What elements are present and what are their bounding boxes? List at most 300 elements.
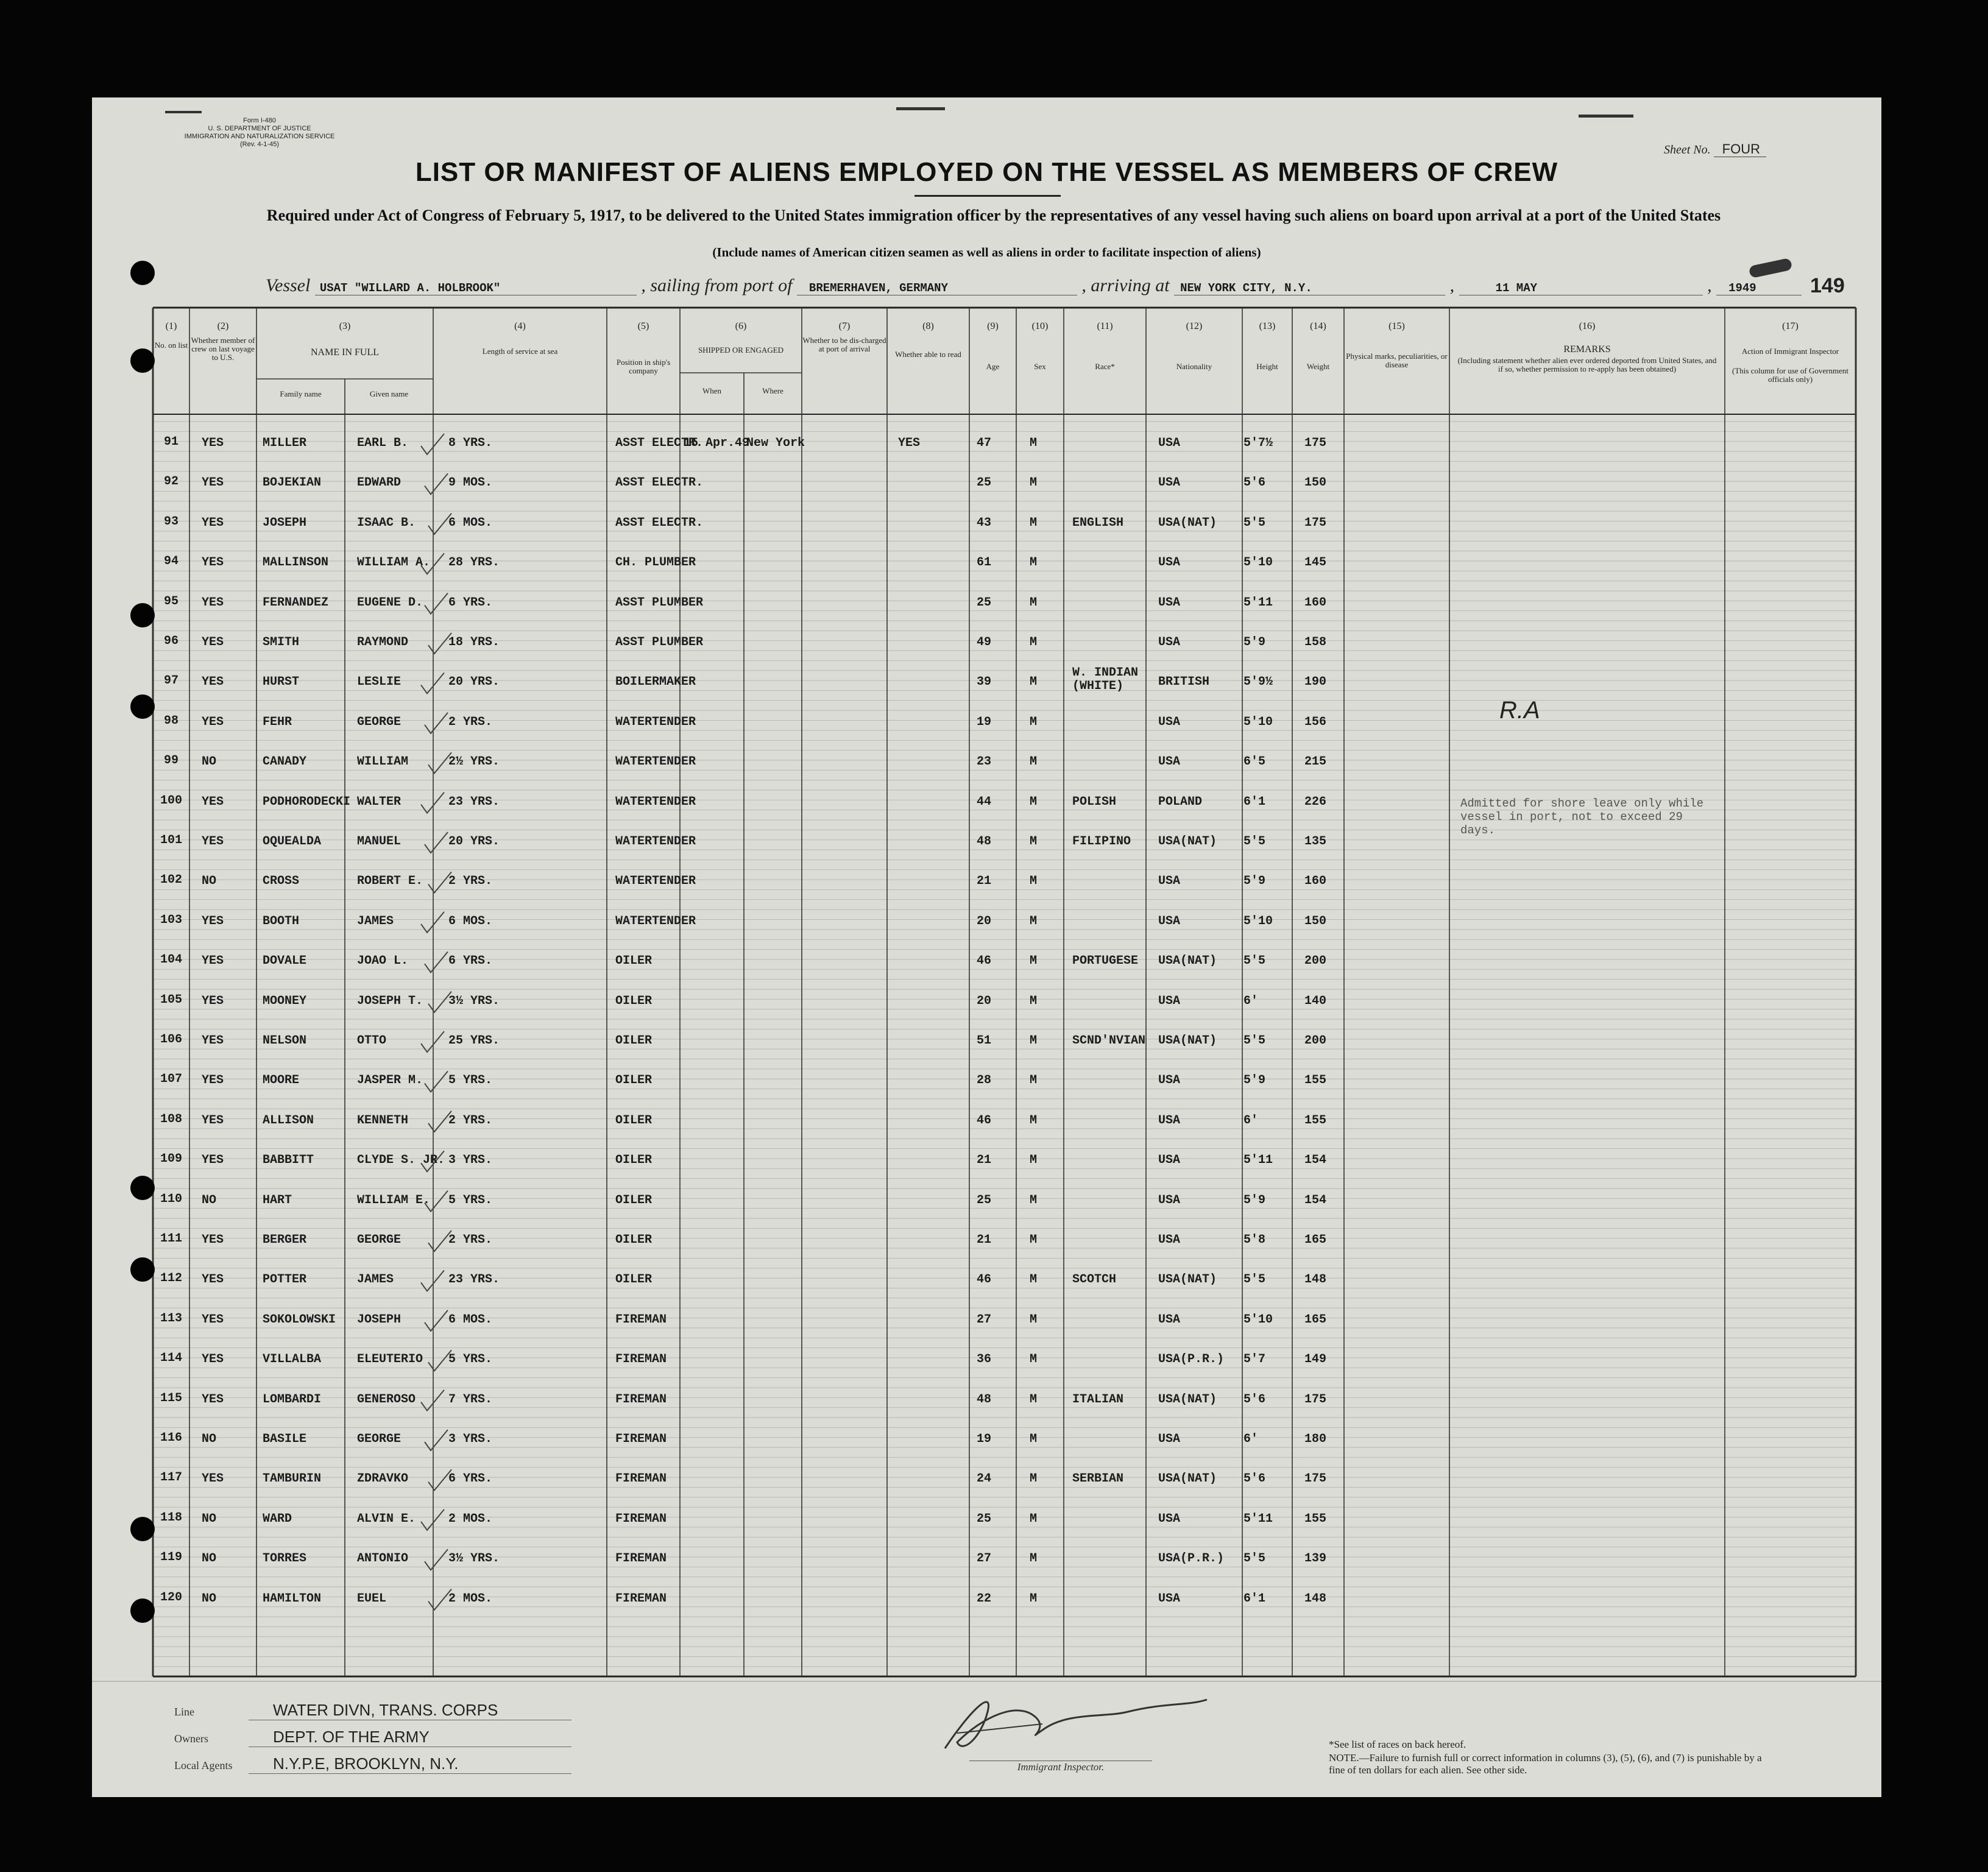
- position-cell: ASST ELECTR.: [615, 436, 704, 450]
- footer-agents-field: [174, 1754, 571, 1774]
- inspector-label: Immigrant Inspector.: [969, 1761, 1152, 1773]
- position-cell: FIREMAN: [615, 1392, 667, 1407]
- given-name-cell: ALVIN E.: [357, 1511, 416, 1526]
- sex-cell: M: [1030, 1153, 1038, 1168]
- footer-owners-field: [174, 1728, 571, 1747]
- height-cell: 5'5: [1243, 954, 1266, 969]
- height-cell: 6'1: [1243, 794, 1266, 809]
- family-name-cell: DOVALE: [263, 954, 307, 969]
- nationality-cell: USA: [1158, 1432, 1181, 1446]
- given-name-cell: EUGENE D.: [357, 595, 423, 610]
- weight-cell: 175: [1304, 436, 1327, 450]
- last-voyage-cell: YES: [202, 994, 224, 1008]
- arriving-label: , arriving at: [1081, 275, 1170, 295]
- weight-cell: 154: [1304, 1153, 1327, 1168]
- age-cell: 49: [977, 635, 992, 649]
- column-number: (9): [987, 321, 999, 331]
- form-number: Form I-480: [243, 117, 276, 124]
- table-row: [92, 712, 1881, 736]
- nationality-cell: USA(NAT): [1158, 1273, 1217, 1287]
- table-row: [92, 1389, 1881, 1413]
- nationality-cell: USA: [1158, 1233, 1181, 1247]
- family-name-cell: BASILE: [263, 1432, 307, 1446]
- column-number: (4): [514, 321, 526, 331]
- service-cell: 5 YRS.: [448, 1193, 493, 1207]
- age-cell: 46: [977, 1273, 992, 1287]
- sex-cell: M: [1030, 715, 1038, 729]
- last-voyage-cell: YES: [202, 835, 224, 849]
- form-department: U. S. DEPARTMENT OF JUSTICE: [208, 125, 311, 132]
- last-voyage-cell: YES: [202, 1233, 224, 1247]
- column-number: (5): [637, 321, 649, 331]
- sailing-label: , sailing from port of: [641, 275, 793, 295]
- nationality-cell: USA: [1158, 874, 1181, 889]
- service-cell: 6 MOS.: [448, 914, 493, 928]
- table-row: [92, 1229, 1881, 1254]
- punch-hole: [130, 261, 155, 285]
- nationality-cell: USA: [1158, 1312, 1181, 1327]
- table-row: [92, 1429, 1881, 1453]
- last-voyage-cell: YES: [202, 1113, 224, 1128]
- service-cell: 2 YRS.: [448, 715, 493, 729]
- vessel-label: Vessel: [266, 275, 311, 295]
- col-header-list-no: No. on list: [154, 341, 188, 350]
- weight-cell: 200: [1304, 1034, 1327, 1048]
- list-number-cell: 99: [163, 754, 179, 768]
- service-cell: 2 MOS.: [448, 1511, 493, 1526]
- age-cell: 25: [977, 595, 992, 610]
- sex-cell: M: [1030, 436, 1038, 450]
- last-voyage-cell: NO: [202, 1591, 217, 1606]
- form-revision: (Rev. 4-1-45): [240, 141, 279, 148]
- inspector-signature: [921, 1675, 1237, 1767]
- column-number: (2): [217, 321, 229, 331]
- form-identifier: [159, 117, 360, 149]
- service-cell: 5 YRS.: [448, 1352, 493, 1367]
- weight-cell: 165: [1304, 1233, 1327, 1247]
- weight-cell: 145: [1304, 556, 1327, 570]
- given-name-cell: JOAO L.: [357, 954, 409, 969]
- list-number-cell: 97: [163, 674, 179, 688]
- age-cell: 51: [977, 1034, 992, 1048]
- given-name-cell: WALTER: [357, 794, 401, 809]
- col-header-position: Position in ship's company: [616, 358, 671, 375]
- weight-cell: 150: [1304, 914, 1327, 928]
- age-cell: 21: [977, 1153, 992, 1168]
- given-name-cell: ANTONIO: [357, 1552, 409, 1566]
- last-voyage-cell: YES: [202, 556, 224, 570]
- column-number: (14): [1310, 321, 1326, 331]
- col-header-action-note: (This column for use of Government officials only): [1732, 366, 1848, 384]
- given-name-cell: JOSEPH: [357, 1312, 401, 1327]
- given-name-cell: GENEROSO: [357, 1392, 416, 1407]
- given-name-cell: MANUEL: [357, 835, 401, 849]
- service-cell: 6 YRS.: [448, 1472, 493, 1486]
- weight-cell: 148: [1304, 1273, 1327, 1287]
- age-cell: 48: [977, 835, 992, 849]
- given-name-cell: ELEUTERIO: [357, 1352, 423, 1367]
- list-number-cell: 101: [160, 833, 182, 847]
- list-number-cell: 118: [160, 1510, 182, 1525]
- nationality-cell: USA: [1158, 914, 1181, 928]
- table-row: [92, 991, 1881, 1015]
- given-name-cell: WILLIAM E.: [357, 1193, 431, 1207]
- table-row: [92, 1269, 1881, 1293]
- family-name-cell: BERGER: [263, 1233, 307, 1247]
- col-header-sex: Sex: [1034, 362, 1046, 371]
- family-name-cell: NELSON: [263, 1034, 307, 1048]
- col-header-nationality: Nationality: [1176, 362, 1212, 371]
- last-voyage-cell: YES: [202, 635, 224, 649]
- list-number-cell: 114: [160, 1351, 182, 1366]
- height-cell: 5'6: [1243, 1392, 1266, 1407]
- height-cell: 5'9: [1243, 1193, 1266, 1207]
- last-voyage-cell: YES: [202, 476, 224, 490]
- col-header-physical-marks: Physical marks, peculiarities, or disease: [1346, 351, 1448, 369]
- col-header-age: Age: [986, 362, 1000, 371]
- given-name-cell: OTTO: [357, 1034, 387, 1048]
- weight-cell: 226: [1304, 794, 1327, 809]
- sex-cell: M: [1030, 835, 1038, 849]
- age-cell: 27: [977, 1552, 992, 1566]
- list-number-cell: 100: [160, 793, 182, 808]
- height-cell: 6'5: [1243, 755, 1266, 769]
- nationality-cell: POLAND: [1158, 794, 1203, 809]
- col-header-family-name: Family name: [280, 389, 322, 398]
- list-number-cell: 104: [160, 953, 182, 967]
- sex-cell: M: [1030, 476, 1038, 490]
- last-voyage-cell: YES: [202, 1312, 224, 1327]
- age-cell: 48: [977, 1392, 992, 1407]
- position-cell: FIREMAN: [615, 1552, 667, 1566]
- last-voyage-cell: YES: [202, 436, 224, 450]
- table-row: [92, 472, 1881, 496]
- height-cell: 5'5: [1243, 835, 1266, 849]
- table-row: [92, 1150, 1881, 1174]
- owners-value: DEPT. OF THE ARMY: [249, 1728, 571, 1747]
- weight-cell: 215: [1304, 755, 1327, 769]
- family-name-cell: BOOTH: [263, 914, 300, 928]
- agents-value: N.Y.P.E, BROOKLYN, N.Y.: [249, 1754, 571, 1774]
- nationality-cell: USA: [1158, 755, 1181, 769]
- service-cell: 6 MOS.: [448, 515, 493, 530]
- service-cell: 7 YRS.: [448, 1392, 493, 1407]
- physical-mark-note: R.A: [1499, 697, 1540, 724]
- age-cell: 43: [977, 515, 992, 530]
- col-header-when: When: [702, 386, 722, 395]
- owners-label: Owners: [174, 1732, 208, 1745]
- race-cell: SCOTCH: [1072, 1273, 1117, 1287]
- sex-cell: M: [1030, 1073, 1038, 1088]
- height-cell: 5'8: [1243, 1233, 1266, 1247]
- age-cell: 61: [977, 556, 992, 570]
- punch-hole: [130, 1257, 155, 1282]
- age-cell: 44: [977, 794, 992, 809]
- given-name-cell: JAMES: [357, 1273, 394, 1287]
- agents-label: Local Agents: [174, 1759, 233, 1771]
- vessel-value: USAT "WILLARD A. HOLBROOK": [315, 281, 637, 295]
- age-cell: 19: [977, 1432, 992, 1446]
- shipped-where-cell: New York: [746, 436, 805, 450]
- col-header-name: NAME IN FULL: [311, 347, 379, 358]
- weight-cell: 190: [1304, 675, 1327, 690]
- nationality-cell: USA: [1158, 1113, 1181, 1128]
- weight-cell: 156: [1304, 715, 1327, 729]
- last-voyage-cell: NO: [202, 874, 217, 889]
- weight-cell: 165: [1304, 1312, 1327, 1327]
- service-cell: 8 YRS.: [448, 436, 493, 450]
- family-name-cell: TORRES: [263, 1552, 307, 1566]
- race-cell: W. INDIAN (WHITE): [1072, 666, 1139, 694]
- race-cell: PORTUGESE: [1072, 954, 1139, 969]
- last-voyage-cell: YES: [202, 1073, 224, 1088]
- height-cell: 5'5: [1243, 1034, 1266, 1048]
- service-cell: 3 YRS.: [448, 1153, 493, 1168]
- required-statement: Required under Act of Congress of February 5, 1917, to be delivered to the United States immigration officer by the representatives of any vessel having such aliens on board upon arrival at a port of the United States: [266, 207, 1721, 224]
- service-cell: 23 YRS.: [448, 1273, 500, 1287]
- age-cell: 21: [977, 1233, 992, 1247]
- sheet-label: Sheet No.: [1664, 143, 1711, 157]
- punch-hole: [130, 1176, 155, 1200]
- height-cell: 5'5: [1243, 515, 1266, 530]
- given-name-cell: GEORGE: [357, 1233, 401, 1247]
- nationality-cell: USA: [1158, 1511, 1181, 1526]
- height-cell: 5'11: [1243, 1511, 1273, 1526]
- corner-mark: [165, 111, 202, 113]
- table-row: [92, 1030, 1881, 1054]
- sheet-value: FOUR: [1714, 141, 1766, 157]
- position-cell: OILER: [615, 994, 653, 1008]
- height-cell: 5'5: [1243, 1273, 1266, 1287]
- family-name-cell: TAMBURIN: [263, 1472, 322, 1486]
- last-voyage-cell: YES: [202, 1352, 224, 1367]
- nationality-cell: USA: [1158, 1193, 1181, 1207]
- sex-cell: M: [1030, 874, 1038, 889]
- arriving-value: NEW YORK CITY, N.Y.: [1174, 281, 1445, 295]
- service-cell: 3½ YRS.: [448, 1552, 500, 1566]
- shipped-when-cell: 15 Apr.49: [684, 436, 750, 450]
- list-number-cell: 98: [163, 713, 179, 728]
- position-cell: OILER: [615, 1153, 653, 1168]
- list-number-cell: 111: [160, 1232, 182, 1246]
- age-cell: 20: [977, 914, 992, 928]
- position-cell: FIREMAN: [615, 1472, 667, 1486]
- race-cell: FILIPINO: [1072, 835, 1131, 849]
- punch-hole: [130, 348, 155, 373]
- age-cell: 24: [977, 1472, 992, 1486]
- given-name-cell: JAMES: [357, 914, 394, 928]
- family-name-cell: HURST: [263, 675, 300, 690]
- nationality-cell: USA(NAT): [1158, 1392, 1217, 1407]
- weight-cell: 180: [1304, 1432, 1327, 1446]
- list-number-cell: 95: [163, 594, 179, 609]
- weight-cell: 160: [1304, 874, 1327, 889]
- footer-line-field: [174, 1701, 571, 1720]
- weight-cell: 160: [1304, 595, 1327, 610]
- last-voyage-cell: YES: [202, 954, 224, 969]
- nationality-cell: USA: [1158, 436, 1181, 450]
- col-header-read: Whether able to read: [895, 350, 961, 359]
- sex-cell: M: [1030, 515, 1038, 530]
- race-cell: ITALIAN: [1072, 1392, 1124, 1407]
- vessel-line: Vessel USAT "WILLARD A. HOLBROOK" , sailing from port of BREMERHAVEN, GERMANY , arriving at NEW YORK CITY, N.Y. , 11 MAY , 1949: [266, 275, 1802, 296]
- weight-cell: 148: [1304, 1591, 1327, 1606]
- nationality-cell: USA: [1158, 1073, 1181, 1088]
- line-label: Line: [174, 1706, 194, 1718]
- sheet-number: [1664, 141, 1766, 157]
- service-cell: 2 MOS.: [448, 1591, 493, 1606]
- family-name-cell: BABBITT: [263, 1153, 314, 1168]
- nationality-cell: USA: [1158, 1591, 1181, 1606]
- age-cell: 46: [977, 954, 992, 969]
- last-voyage-cell: YES: [202, 595, 224, 610]
- service-cell: 3½ YRS.: [448, 994, 500, 1008]
- weight-cell: 155: [1304, 1511, 1327, 1526]
- list-number-cell: 103: [160, 913, 182, 927]
- column-number: (11): [1097, 321, 1113, 331]
- nationality-cell: USA: [1158, 715, 1181, 729]
- position-cell: FIREMAN: [615, 1591, 667, 1606]
- position-cell: OILER: [615, 1073, 653, 1088]
- table-row: [92, 1309, 1881, 1333]
- position-cell: OILER: [615, 1233, 653, 1247]
- service-cell: 2 YRS.: [448, 874, 493, 889]
- table-row: [92, 552, 1881, 576]
- nationality-cell: USA(P.R.): [1158, 1352, 1225, 1367]
- service-cell: 2½ YRS.: [448, 755, 500, 769]
- title-underline: [914, 195, 1061, 197]
- col-header-action: Action of Immigrant Inspector: [1741, 347, 1839, 356]
- service-cell: 6 YRS.: [448, 595, 493, 610]
- family-name-cell: FEHR: [263, 715, 292, 729]
- column-number: (12): [1186, 321, 1203, 331]
- list-number-cell: 115: [160, 1391, 182, 1405]
- family-name-cell: HART: [263, 1193, 292, 1207]
- race-cell: ENGLISH: [1072, 515, 1124, 530]
- position-cell: OILER: [615, 1034, 653, 1048]
- service-cell: 5 YRS.: [448, 1073, 493, 1088]
- age-cell: 36: [977, 1352, 992, 1367]
- service-cell: 20 YRS.: [448, 835, 500, 849]
- punch-hole: [130, 1598, 155, 1623]
- fine-note: [1329, 1752, 1767, 1776]
- height-cell: 6': [1243, 994, 1259, 1008]
- page-title: LIST OR MANIFEST OF ALIENS EMPLOYED ON THE VESSEL AS MEMBERS OF CREW: [415, 157, 1558, 187]
- last-voyage-cell: NO: [202, 1193, 217, 1207]
- given-name-cell: EARL B.: [357, 436, 409, 450]
- height-cell: 5'6: [1243, 476, 1266, 490]
- table-row: [92, 592, 1881, 616]
- family-name-cell: MOORE: [263, 1073, 300, 1088]
- table-row: [92, 871, 1881, 895]
- height-cell: 5'10: [1243, 914, 1273, 928]
- service-cell: 9 MOS.: [448, 476, 493, 490]
- position-cell: FIREMAN: [615, 1352, 667, 1367]
- table-row: [92, 666, 1881, 696]
- last-voyage-cell: YES: [202, 1153, 224, 1168]
- table-row: [92, 1548, 1881, 1572]
- height-cell: 5'9: [1243, 874, 1266, 889]
- service-cell: 2 YRS.: [448, 1113, 493, 1128]
- family-name-cell: MOONEY: [263, 994, 307, 1008]
- col-header-service: Length of service at sea: [482, 347, 558, 356]
- stamp-number: 149: [1810, 274, 1845, 297]
- list-number-cell: 102: [160, 873, 182, 888]
- last-voyage-cell: YES: [202, 715, 224, 729]
- sex-cell: M: [1030, 1591, 1038, 1606]
- position-cell: OILER: [615, 1113, 653, 1128]
- age-cell: 23: [977, 755, 992, 769]
- weight-cell: 139: [1304, 1552, 1327, 1566]
- column-number: (1): [165, 321, 177, 331]
- table-row: [92, 1508, 1881, 1533]
- sex-cell: M: [1030, 994, 1038, 1008]
- races-note: *See list of races on back hereof.: [1329, 1739, 1466, 1750]
- height-cell: 5'5: [1243, 1552, 1266, 1566]
- given-name-cell: WILLIAM A.: [357, 556, 431, 570]
- service-cell: 25 YRS.: [448, 1034, 500, 1048]
- service-cell: 18 YRS.: [448, 635, 500, 649]
- given-name-cell: RAYMOND: [357, 635, 409, 649]
- list-number-cell: 112: [160, 1271, 182, 1286]
- column-number: (16): [1579, 321, 1596, 331]
- height-cell: 5'11: [1243, 595, 1273, 610]
- age-cell: 25: [977, 476, 992, 490]
- table-row: [92, 911, 1881, 935]
- position-cell: WATERTENDER: [615, 794, 696, 809]
- nationality-cell: USA(NAT): [1158, 835, 1217, 849]
- col-header-race: Race*: [1095, 362, 1115, 371]
- nationality-cell: USA(P.R.): [1158, 1552, 1225, 1566]
- position-cell: CH. PLUMBER: [615, 556, 696, 570]
- sex-cell: M: [1030, 1273, 1038, 1287]
- table-row: [92, 1110, 1881, 1134]
- column-number: (6): [735, 321, 747, 331]
- height-cell: 5'11: [1243, 1153, 1273, 1168]
- sex-cell: M: [1030, 1113, 1038, 1128]
- nationality-cell: USA: [1158, 556, 1181, 570]
- list-number-cell: 107: [160, 1072, 182, 1087]
- position-cell: BOILERMAKER: [615, 675, 696, 690]
- col-header-remarks: REMARKS: [1563, 344, 1611, 355]
- age-cell: 20: [977, 994, 992, 1008]
- last-voyage-cell: NO: [202, 1552, 217, 1566]
- table-row: [92, 751, 1881, 775]
- height-cell: 5'9½: [1243, 675, 1273, 690]
- family-name-cell: CANADY: [263, 755, 307, 769]
- last-voyage-cell: NO: [202, 1432, 217, 1446]
- race-cell: POLISH: [1072, 794, 1117, 809]
- col-header-given-name: Given name: [369, 389, 409, 398]
- family-name-cell: JOSEPH: [263, 515, 307, 530]
- given-name-cell: ISAAC B.: [357, 515, 416, 530]
- given-name-cell: ZDRAVKO: [357, 1472, 409, 1486]
- sex-cell: M: [1030, 595, 1038, 610]
- col-header-remarks-note: (Including statement whether alien ever ordered deported from United States, and if so, whether permission to re-apply has been obtained): [1457, 356, 1717, 373]
- col-header-height: Height: [1256, 362, 1278, 371]
- column-number: (13): [1259, 321, 1276, 331]
- height-cell: 5'7½: [1243, 436, 1273, 450]
- list-number-cell: 106: [160, 1033, 182, 1047]
- weight-cell: 158: [1304, 635, 1327, 649]
- shore-leave-remark: Admitted for shore leave only while vessel in port, not to exceed 29 days.: [1460, 797, 1704, 837]
- position-cell: ASST PLUMBER: [615, 635, 704, 649]
- position-cell: ASST ELECTR.: [615, 515, 704, 530]
- list-number-cell: 108: [160, 1112, 182, 1126]
- service-cell: 23 YRS.: [448, 794, 500, 809]
- given-name-cell: KENNETH: [357, 1113, 409, 1128]
- list-number-cell: 96: [163, 634, 179, 648]
